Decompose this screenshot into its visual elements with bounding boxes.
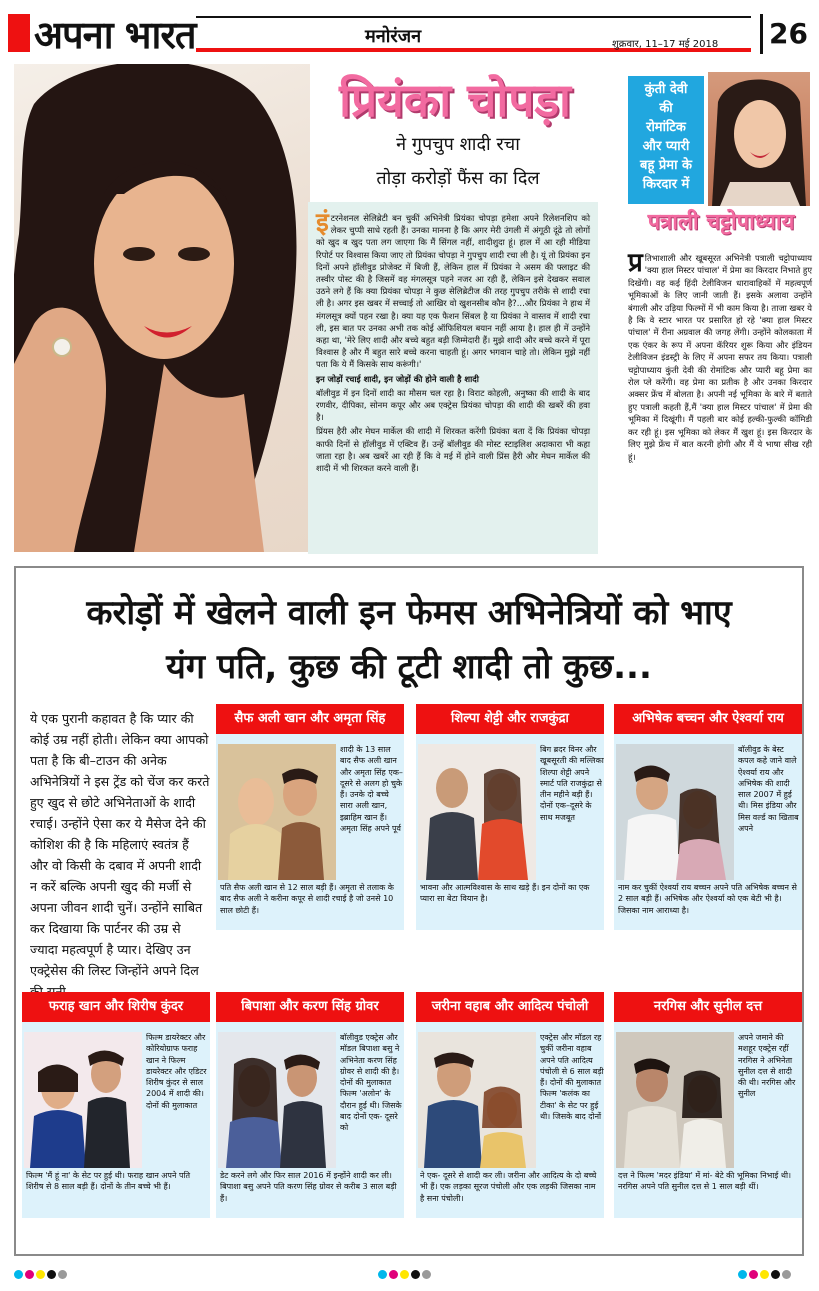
card-bottom-text: ने एक- दूसरे से शादी कर ली। जरीना और आदित्य के दो बच्चे भी हैं। एक लड़का सूरज पंचोली और एक लड़की जिसका नाम है सना पंचोली।: [420, 1171, 597, 1203]
lower-headline-1: करोड़ों में खेलने वाली इन फेमस अभिनेत्रियों को भाए: [86, 593, 732, 633]
card-bottom-text: डेट करने लगे और फिर साल 2016 में इन्होंने शादी कर ली। बिपाशा बसु अपने पति करण सिंह ग्रोवर से करीब 3 साल बड़ी हैं।: [220, 1171, 397, 1203]
logo-mark: [8, 14, 30, 52]
couple-card: [614, 704, 802, 930]
grey-dot: [782, 1270, 791, 1279]
magenta-dot: [749, 1270, 758, 1279]
yellow-dot: [400, 1270, 409, 1279]
story-paragraph-1: टरनेशनल सेलिब्रेटी बन चुकीं अभिनेत्री प्रियंका चोपड़ा हमेशा अपने रिलेशनशिप को लेकर चुप्पी साधे रहती हैं। उनका मानना है कि अगर मेरी उंगली में अंगूठी दूंढे तो लोगों को खुद ब खुद पता लग जाएगा कि मैं सिंगल नहीं, शादीशुदा हूं। हाल में आ रही मीडिया रिपोर्ट पर विश्वास किया जाए तो प्रियंका चोपड़ा ने गुपचुप शादी रचा ली है। यूं तो प्रियंका इन दिनों अपने हॉलीवुड प्रोजेक्ट में बिजी हैं, लेकिन हाल में प्रियंका ने असम की फ्लाइट की तस्वीर पोस्ट की है जिसमें वह मंगलसूत्र पहने नजर आ रही हैं, लेकिन इसे देखकर सवाल उठने लगे हैं कि क्या प्रियंका चोपड़ा ने कुछ सेलिब्रेटीज की तरह गुपचुप तरीके से शादी रचा ली है। अगर इस खबर में सच्चाई तो आखिर वो खुशनसीब कौन है?...और प्रियंका ने हाथ में मंगलसूत्र क्यों पहन रखा है। क्या यह एक फैशन सिंबल है या प्रियंका ने वास्तव में शादी रचा ली, इस बात पर उनका अभी तक कोई ऑफिशियल बयान नहीं आया है। हाल ही में उन्होंने कहा था, 'मेरे लिए शादी और बच्चे बहुत बड़ी जिम्मेदारी हैं। मुझे शादी और बच्चे करने में पूरा विश्वास है और मैं बहुत सारे बच्चे करना चाहती हूं। अगर भगवान चाहे तो। लेकिन मुझे नहीं पता कि ये मैं किसके साथ करूंगी।': [316, 213, 590, 370]
grey-dot: [422, 1270, 431, 1279]
magenta-dot: [389, 1270, 398, 1279]
story-paragraph-3: प्रिंयस हैरी और मेघन मार्केल की शादी में शिरकत करेंगी प्रियंका बता दें कि प्रियंका चोपड़ा काफी दिनों से हॉलीवुड में एक्टिव हैं। उन्हें बॉलीवुड की मोस्ट स्टाइलिश अदाकारा भी कहा जाता रहा है। अब खबरें आ रही हैं कि वे मई में होने वाली प्रिंस हैरी और मेघन मार्केल की शादी में भी शिरकत करने वाली हैं।: [316, 426, 590, 474]
couple-card: [416, 992, 604, 1218]
black-dot: [411, 1270, 420, 1279]
story-subheading: इन जोड़ों रचाई शादी, इन जोड़ों की होने वाली है शादी: [316, 373, 479, 384]
sidebar-dropcap: प्र: [628, 248, 643, 278]
grey-dot: [58, 1270, 67, 1279]
lower-headline: [16, 586, 802, 694]
card-tag: शिल्पा शेट्टी और राजकुंद्रा: [416, 704, 604, 734]
card-side-text: बिग ब्रदर विनर और खूबसूरती की मल्लिका शिल्पा शेट्टी अपने स्मार्ट पति राजकुंद्रा से तीन महीने बड़ी हैं। दोनों एक–दूसरे के साथ मजबूत: [540, 745, 604, 822]
cyan-dot: [378, 1270, 387, 1279]
card-bottom-text: पति सैफ अली खान से 12 साल बड़ी हैं। अमृता से तलाक के बाद सैफ अली ने करीना कपूर से शादी रचाई है जो उनसे 10 साल छोटी हैं।: [220, 883, 394, 915]
couple-card: [416, 704, 604, 930]
top-rule: [196, 16, 751, 18]
feature-subhead: [318, 128, 598, 196]
card-side-text: अपने जमाने की मशहूर एक्ट्रेस रहीं नरगिस ने अभिनेता सुनील दत्त से शादी की थी। नरगिस और सुनील: [738, 1033, 796, 1099]
banner-line: बहू प्रेमा के: [640, 158, 692, 173]
newspaper-logo: अपना भारत: [34, 12, 196, 57]
couple-card: [216, 992, 404, 1218]
couple-photo: [616, 1032, 734, 1168]
banner-line: किरदार में: [642, 177, 690, 192]
banner-line: और प्यारी: [642, 139, 690, 154]
masthead: [0, 0, 819, 62]
story-paragraph-2: बॉलीवुड में इन दिनों शादी का मौसम चल रहा है। विराट कोहली, अनुष्का की शादी के बाद रणवीर, दीपिका, सोनम कपूर और अब एक्ट्रेस प्रियंका चोपड़ा की शादी की खबरें की हवा है।: [316, 387, 590, 423]
section-title: मनोरंजन: [365, 26, 422, 47]
couple-card: [22, 992, 210, 1218]
cyan-dot: [14, 1270, 23, 1279]
couple-photo: [418, 744, 536, 880]
card-tag: नरगिस और सुनील दत्त: [614, 992, 802, 1022]
sidebar-name: पत्राली चट्टोपाध्याय: [647, 210, 795, 235]
card-tag: अभिषेक बच्चन और ऐश्वर्या राय: [614, 704, 802, 734]
card-side-text: फिल्म डायरेक्टर और कोरियोग्राफ फराह खान ने फिल्म डायरेक्टर और एडिटर शिरीष कुंदर से साल 2004 में शादी की। दोनों की मुलाकात: [146, 1033, 207, 1110]
card-tag: सैफ अली खान और अमृता सिंह: [216, 704, 404, 734]
couple-card: [216, 704, 404, 930]
story-dropcap: इं: [316, 208, 329, 238]
couple-photo: [24, 1032, 142, 1168]
subhead-line-1: ने गुपचुप शादी रचा: [396, 134, 520, 155]
yellow-dot: [760, 1270, 769, 1279]
couple-photo: [218, 1032, 336, 1168]
lower-headline-2: यंग पति, कुछ की टूटी शादी तो कुछ...: [166, 647, 652, 687]
sidebar-banner: [628, 76, 704, 204]
lower-section: [14, 566, 804, 1256]
patrali-photo: [708, 72, 810, 206]
cyan-dot: [738, 1270, 747, 1279]
sidebar-story: [628, 248, 812, 463]
card-bottom-text: नाम कर चुकीं ऐश्वर्या राय बच्चन अपने पति अभिषेक बच्चन से 2 साल बड़ी हैं। अभिषेक और ऐश्वर्या को एक बेटी भी है। जिसका नाम आराध्या है।: [618, 883, 797, 915]
couple-photo: [418, 1032, 536, 1168]
card-tag: फराह खान और शिरीष कुंदर: [22, 992, 210, 1022]
card-side-text: शादी के 13 साल बाद सैफ अली खान और अमृता सिंह एक–दूसरे से अलग हो चुके हैं। उनके दो बच्चे सारा अली खान, इब्राहिम खान हैं। अमृता सिंह अपने पूर्व: [340, 745, 403, 834]
card-side-text: बॉलीवुड के बेस्ट कपल कहे जाने वाले ऐश्वर्या राय और अभिषेक की शादी साल 2007 में हुई थी। मिस इंडिया और मिस वर्ल्ड का खिताब अपने: [738, 745, 799, 834]
feature-story: [308, 202, 598, 554]
card-bottom-text: भावना और आत्मविश्वास के साथ खड़े हैं। इन दोनों का एक प्यारा सा बेटा वियान है।: [420, 883, 590, 904]
registration-bar-right: [738, 1264, 793, 1278]
card-tag: जरीना वहाब और आदित्य पंचोली: [416, 992, 604, 1022]
couple-photo: [616, 744, 734, 880]
registration-bar-left: [14, 1264, 69, 1278]
yellow-dot: [36, 1270, 45, 1279]
banner-line: रोमांटिक: [646, 120, 686, 135]
card-side-text: बॉलीवुड एक्ट्रेस और मॉडल बिपाशा बसु ने अभिनेता करण सिंह ग्रोवर से शादी की है। दोनों की मुलाकात फिल्म 'अलोन' के दौरान हुई थी। जिसके बाद दोनों एक- दूसरे को: [340, 1033, 402, 1133]
card-tag: बिपाशा और करण सिंह ग्रोवर: [216, 992, 404, 1022]
card-bottom-text: दत्त ने फिल्म 'मदर इंडिया' में मां- बेटे की भूमिका निभाई थी। नरगिस अपने पति सुनील दत्त से 1 साल बड़ी थीं।: [618, 1171, 792, 1192]
issue-date: शुक्रवार, 11–17 मई 2018: [612, 39, 719, 50]
magenta-dot: [25, 1270, 34, 1279]
registration-bar-center: [378, 1264, 433, 1278]
priyanka-photo: [14, 64, 310, 552]
lower-intro: ये एक पुरानी कहावत है कि प्यार की कोई उम्र नहीं होती। लेकिन क्या आपको पता है कि बी–टाउन की अनेक अभिनेत्रियों ने इस ट्रेंड को चेंज कर करते हुए खुद से छोटे अभिनेताओं के शादी रचाई। उन्होंने ऐसा कर ये मैसेज देने की कोशिश की है कि महिलाएं स्वतंत्र हैं और वो किसी के दबाव में अपनी शादी न करें बल्कि अपनी खुद की मर्जी से अपना जीवन शादी चुनें। उन्होंने साबित कर दिखाया कि पार्टनर की उम्र से ज्यादा महत्वपूर्ण है प्यार। देखिए उन एक्ट्रेसेस की लिस्ट जिन्होंने अपने दिल: [30, 711, 210, 978]
banner-line: की: [659, 101, 673, 116]
page-number: 26: [760, 14, 814, 54]
sidebar-text: तिभाशाली और खूबसूरत अभिनेत्री पत्राली चट्टोपाध्याय 'क्या हाल मिस्टर पांचाल' में प्रेमा का किरदार निभाते हुए दिखेंगी। वह कई हिंदी टेलीविजन धारावाहिकों में महत्वपूर्ण भूमिकाओं के लिए जानी जाती हैं। इसके अलावा उन्होंने बंगाली और उड़िया फिल्मों में भी काम किया है। ताजा खबर ये है कि वे स्टार भारत पर प्रसारित हो रहे 'क्या हाल मिस्टर पांचाल' में रीना अग्रवाल की जगह लेंगी। उन्होंने कोलकाता में एक एंकर के रूप में अपना कॅरियर शुरू किया और इंडियन टेलीविजन इंडस्ट्री के लिए में अपना सफर तय किया। पत्राली चट्टोपाध्याय कुंती देवी की रोमांटिक और प्यारी बहू प्रेमा का रोल प्ले करेंगी। वह प्रेमा का प्रतीक है और उनका किरदार अक्सर फ्रेंच में बोलता है। अपनी नई भूमिका के बारे में बताते हुए पत्राली कहती हैं,मैं 'क्या हाल मिस्टर पांचाल' में प्रेमा की भूमिका में दिखूंगी। मैं पहली बार कोई हल्की-फुल्की कॉमिडी कर रही हूं। इस भूमिका को लेकर मैं खुश हूं। इस किरदार के लिए मुझे फ्रेंच में बात करनी होगी और मैं ये भाषा सीख रही हूं।: [628, 253, 812, 462]
banner-line: कुंती देवी: [644, 82, 688, 97]
black-dot: [47, 1270, 56, 1279]
feature-headline: प्रियंका चोपड़ा: [339, 73, 571, 127]
subhead-line-2: तोड़ा करोड़ों फैंस का दिल: [376, 168, 540, 189]
card-side-text: एक्ट्रेस और मॉडल रह चुकीं जरीना वहाब अपने पति आदित्य पंचोली से 6 साल बड़ी हैं। दोनों की मुलाकात फिल्म 'कलंक का टीका' के सेट पर हुई थी। जिसके बाद दोनों: [540, 1033, 604, 1122]
couple-photo: [218, 744, 336, 880]
card-bottom-text: फिल्म 'मैं हूं ना' के सेट पर हुई थी। फराह खान अपने पति शिरीष से 8 साल बड़ी हैं। दोनों के तीन बच्चे भी हैं।: [26, 1171, 191, 1192]
black-dot: [771, 1270, 780, 1279]
couple-card: [614, 992, 802, 1218]
